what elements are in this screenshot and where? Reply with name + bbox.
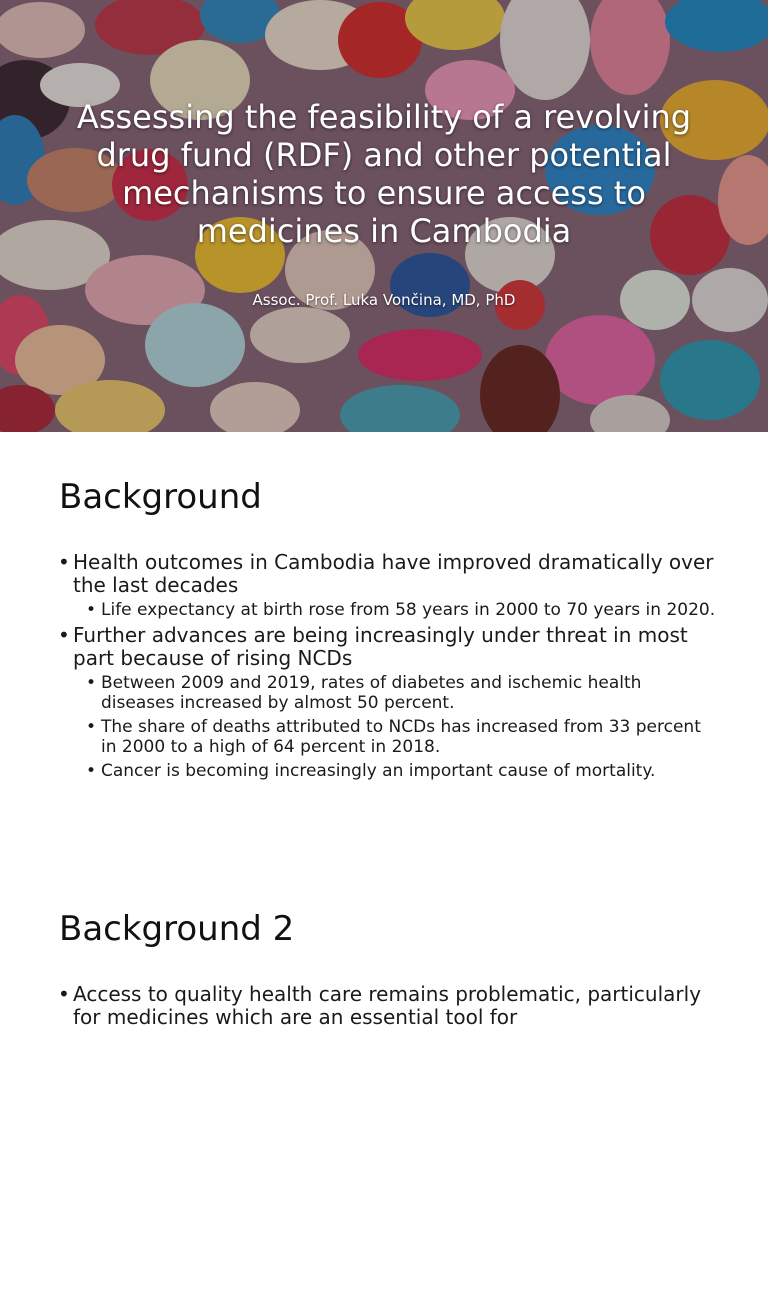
sub-bullet-item: • Cancer is becoming increasingly an important cause of mortality. xyxy=(73,761,718,781)
presentation-title: Assessing the feasibility of a revolving drug fund (RDF) and other potential mechanisms to ensure access to medicines in Cambodia xyxy=(76,98,692,250)
sub-bullet-item: • Life expectancy at birth rose from 58 years in 2000 to 70 years in 2020. xyxy=(73,600,718,620)
bullet-text: Further advances are being increasingly under threat in most part because of rising NCDs xyxy=(73,623,688,670)
bullet-list xyxy=(58,551,718,785)
bullet-list xyxy=(58,983,718,1033)
bullet-item xyxy=(58,624,718,781)
bullet-item xyxy=(58,983,718,1029)
bullet-item xyxy=(58,551,718,620)
sub-bullet-list xyxy=(73,600,718,620)
sub-bullet-item: • Between 2009 and 2019, rates of diabetes and ischemic health diseases increased by almost 50 percent. xyxy=(73,673,718,713)
slide-heading: Background xyxy=(59,477,262,517)
background-slide xyxy=(0,432,768,864)
slide-heading: Background 2 xyxy=(59,909,295,949)
bullet-text: Health outcomes in Cambodia have improved dramatically over the last decades xyxy=(73,550,714,597)
sub-bullet-list xyxy=(73,673,718,781)
sub-bullet-item: • The share of deaths attributed to NCDs has increased from 33 percent in 2000 to a high of 64 percent in 2018. xyxy=(73,717,718,757)
bullet-text: Access to quality health care remains problematic, particularly for medicines which are an essential tool for xyxy=(73,982,702,1029)
presentation-author: Assoc. Prof. Luka Vončina, MD, PhD xyxy=(252,291,516,309)
background-2-slide xyxy=(0,864,768,1296)
title-slide xyxy=(0,0,768,432)
